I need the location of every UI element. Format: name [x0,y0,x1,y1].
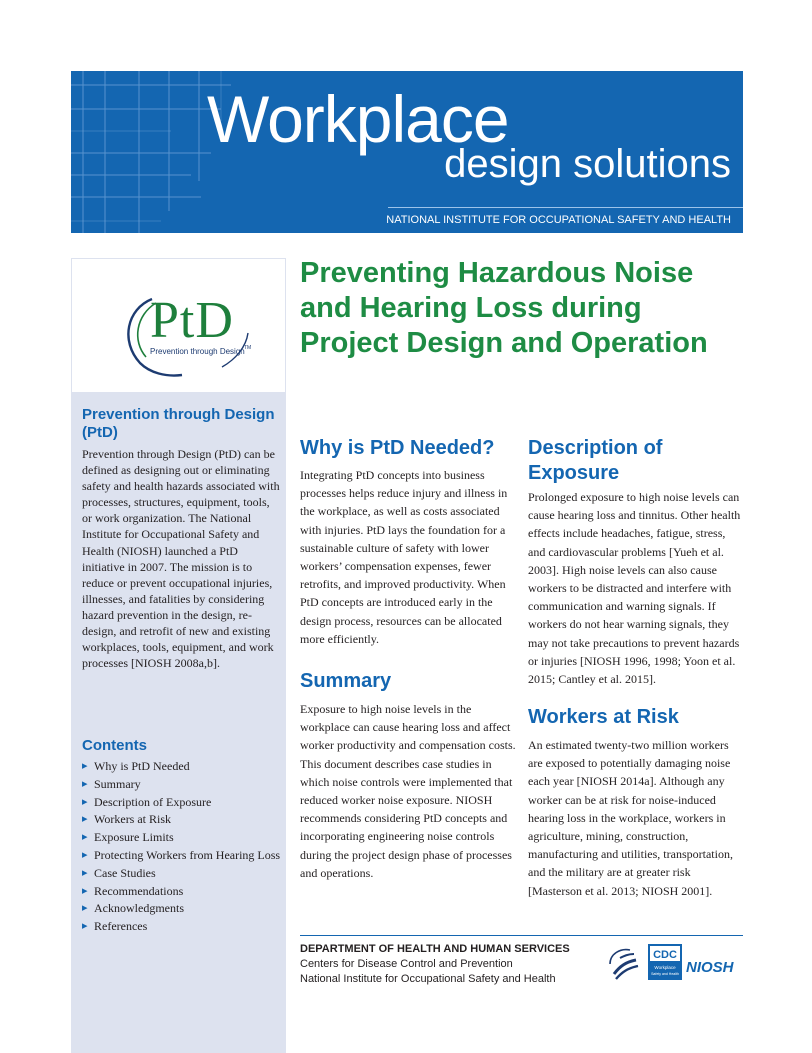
niosh-logo-icon [685,955,743,977]
contents-item[interactable]: ▸ Acknowledgments [82,900,282,918]
exposure-heading: Description of Exposure [528,437,663,484]
contents-item[interactable]: ▸ Description of Exposure [82,794,282,812]
ptd-logo-area [71,258,286,393]
contents-heading: Contents [82,737,147,754]
niosh-logo-text: NIOSH [686,959,734,976]
cdc-logo-text: CDC [653,949,677,961]
risk-body: An estimated twenty-two million workers are exposed to potentially damaging noise each year [NIOSH 2014a]. Although any worker can be at risk for noise-induced hearing loss in the workplace, workers in agriculture, mining, construction, manufacturing and utilities, transportation, and the military are at greater risk [Masterson et al. 2013; NIOSH 2001]. [528,738,733,898]
footer-dept: DEPARTMENT OF HEALTH AND HUMAN SERVICES [300,943,570,955]
ptd-logo-text: PtD [150,292,234,349]
summary-heading: Summary [300,670,392,692]
banner-divider [388,207,743,208]
summary-body: Exposure to high noise levels in the workplace can cause hearing loss and affect worker productivity and compensation costs. This document describes case studies in which noise controls were implemented that reduced worker noise exposure. NIOSH recommends considering PtD concepts and incorporating engineering noise controls during the project design phase of processes and operations. [300,702,516,880]
hhs-eagle-icon [606,946,644,982]
sidebar-heading: Prevention through Design (PtD) [82,406,275,441]
footer-cdc-name: Centers for Disease Control and Prevention [300,958,513,970]
footer-agency [300,942,570,987]
footer-niosh-name: National Institute for Occupational Safety and Health [300,973,556,985]
contents-item[interactable]: ▸ References [82,918,282,936]
why-body: Integrating PtD concepts into business processes helps reduce injury and illness in the workplace, as well as costs associated with injuries. PtD lays the foundation for a sustainable culture of safety with lower workers’ compensation expenses, fewer retrofits, and improved productivity. When PtD concepts are introduced early in the design process, resources can be allocated more efficiently. [300,468,508,646]
banner-title: Workplace [207,82,509,156]
header-banner [71,71,743,233]
contents-item[interactable]: ▸ Case Studies [82,865,282,883]
risk-heading: Workers at Risk [528,706,679,728]
sidebar-body: Prevention through Design (PtD) can be defined as designing out or eliminating safety and health hazards associated with processes, structures, equipment, tools, or work organization. The National Institute for Occupational Safety and Health (NIOSH) launched a PtD initiative in 2007. The mission is to reduce or prevent occupational injuries, illnesses, and fatalities by considering hazard prevention in the design, re-design, and retrofit of new and existing workplaces, tools, equipment, and work processes [NIOSH 2008a,b]. [82,447,280,671]
contents-item[interactable]: ▸ Why is PtD Needed [82,758,282,776]
ptd-trademark: TM [244,345,252,351]
banner-org-name: NATIONAL INSTITUTE FOR OCCUPATIONAL SAFETY AND HEALTH [386,214,731,226]
exposure-body: Prolonged exposure to high noise levels can cause hearing loss and tinnitus. Other health effects include headaches, fatigue, stress, and cardiovascular problems [Yueh et al. 2003]. High noise levels can also cause workers to be distracted and interfere with communication and warning signals. If workers do not hear warning signals, they may not take precautions to prevent hazards or injuries [NIOSH 1996, 1998; Yoon et al. 2015; Cantley et al. 2015]. [528,490,741,687]
document-title: Preventing Hazardous Noise and Hearing Loss during Project Design and Operation [300,257,708,359]
sidebar [71,258,286,1053]
contents-item[interactable]: ▸ Summary [82,776,282,794]
contents-list [82,758,282,936]
contents-item[interactable]: ▸ Exposure Limits [82,829,282,847]
banner-subtitle: design solutions [444,142,731,186]
contents-item[interactable]: ▸ Workers at Risk [82,811,282,829]
contents-item[interactable]: ▸ Protecting Workers from Hearing Loss [82,847,282,865]
footer-divider [300,935,743,936]
svg-text:Workplace: Workplace [654,965,676,970]
ptd-logo-caption: Prevention through Design [150,347,245,356]
contents-item[interactable]: ▸ Recommendations [82,883,282,901]
why-heading: Why is PtD Needed? [300,437,495,459]
cdc-logo-icon [647,943,683,981]
svg-text:Safety and Health: Safety and Health [651,972,679,976]
